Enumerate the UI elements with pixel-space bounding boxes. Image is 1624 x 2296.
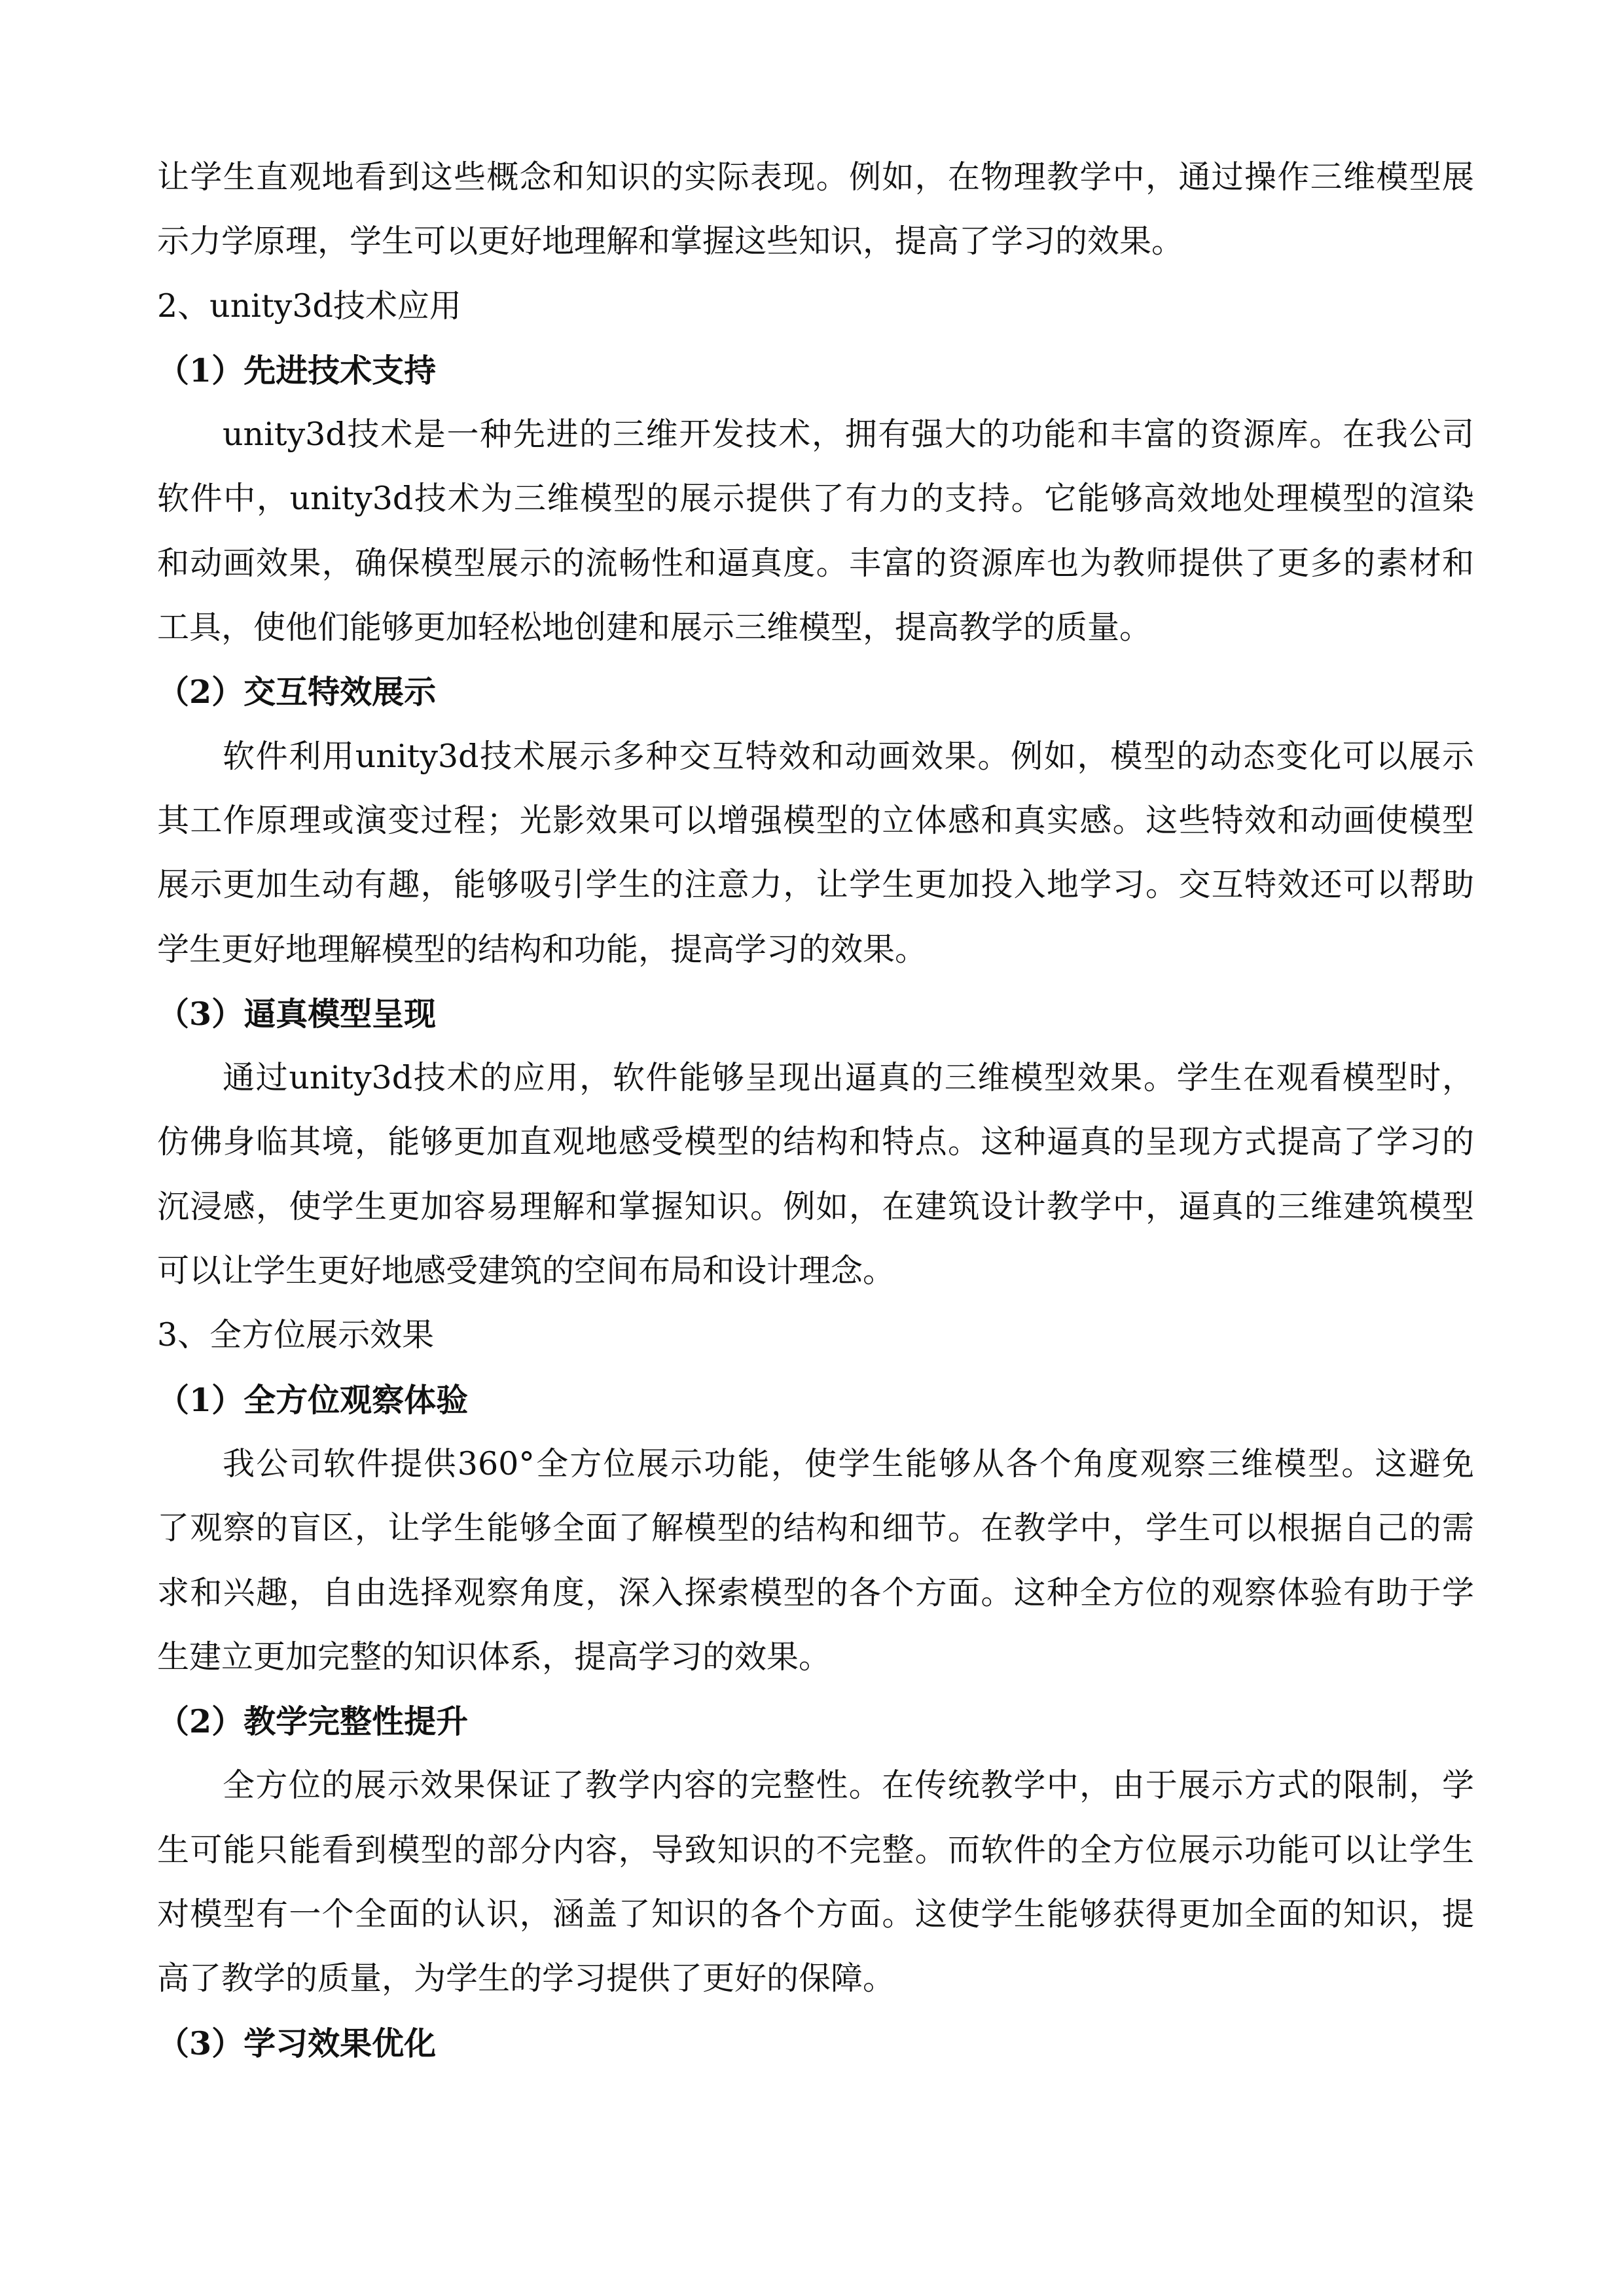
body-line: 工具，使他们能够更加轻松地创建和展示三维模型，提高教学的质量。 — [157, 609, 1152, 647]
body-line: 了观察的盲区，让学生能够全面了解模型的结构和细节。在教学中，学生可以根据自己的需 — [157, 1509, 1474, 1547]
body-line: 其工作原理或演变过程；光影效果可以增强模型的立体感和真实感。这些特效和动画使模型 — [157, 801, 1474, 839]
body-line: 和动画效果，确保模型展示的流畅性和逼真度。丰富的资源库也为教师提供了更多的素材和 — [157, 544, 1474, 582]
document-page — [157, 145, 1474, 2075]
subsection-title: （2）交互特效展示 — [157, 673, 437, 711]
subsection-title: （1）先进技术支持 — [157, 351, 437, 389]
body-line: 通过unity3d技术的应用，软件能够呈现出逼真的三维模型效果。学生在观看模型时， — [223, 1059, 1474, 1097]
body-line: 软件利用unity3d技术展示多种交互特效和动画效果。例如，模型的动态变化可以展示 — [223, 737, 1474, 775]
body-line: 学生更好地理解模型的结构和功能，提高学习的效果。 — [157, 930, 928, 968]
body-line: 沉浸感，使学生更加容易理解和掌握知识。例如，在建筑设计教学中，逼真的三维建筑模型 — [157, 1187, 1474, 1225]
body-line: 示力学原理，学生可以更好地理解和掌握这些知识，提高了学习的效果。 — [157, 223, 1184, 260]
body-line: 生可能只能看到模型的部分内容，导致知识的不完整。而软件的全方位展示功能可以让学生 — [157, 1831, 1474, 1869]
body-line: 对模型有一个全面的认识，涵盖了知识的各个方面。这使学生能够获得更加全面的知识，提 — [157, 1895, 1474, 1933]
body-line: unity3d技术是一种先进的三维开发技术，拥有强大的功能和丰富的资源库。在我公司 — [223, 416, 1474, 454]
body-line: 仿佛身临其境，能够更加直观地感受模型的结构和特点。这种逼真的呈现方式提高了学习的 — [157, 1123, 1474, 1161]
body-line: 高了教学的质量，为学生的学习提供了更好的保障。 — [157, 1960, 895, 1998]
section-heading: 2、unity3d技术应用 — [157, 287, 461, 325]
body-line: 可以让学生更好地感受建筑的空间布局和设计理念。 — [157, 1252, 895, 1290]
subsection-title: （3）逼真模型呈现 — [157, 994, 437, 1033]
body-line: 生建立更加完整的知识体系，提高学习的效果。 — [157, 1638, 831, 1676]
body-line: 让学生直观地看到这些概念和知识的实际表现。例如，在物理教学中，通过操作三维模型展 — [157, 158, 1474, 196]
body-line: 我公司软件提供360°全方位展示功能，使学生能够从各个角度观察三维模型。这避免 — [223, 1444, 1474, 1482]
body-line: 全方位的展示效果保证了教学内容的完整性。在传统教学中，由于展示方式的限制，学 — [223, 1767, 1474, 1804]
section-heading: 3、全方位展示效果 — [157, 1316, 435, 1354]
body-line: 软件中，unity3d技术为三维模型的展示提供了有力的支持。它能够高效地处理模型的渲染 — [157, 480, 1474, 518]
subsection-title: （3）学习效果优化 — [157, 2024, 437, 2062]
body-line: 展示更加生动有趣，能够吸引学生的注意力，让学生更加投入地学习。交互特效还可以帮助 — [157, 866, 1474, 904]
subsection-title: （1）全方位观察体验 — [157, 1380, 469, 1419]
body-line: 求和兴趣，自由选择观察角度，深入探索模型的各个方面。这种全方位的观察体验有助于学 — [157, 1573, 1474, 1611]
subsection-title: （2）教学完整性提升 — [157, 1702, 469, 1741]
